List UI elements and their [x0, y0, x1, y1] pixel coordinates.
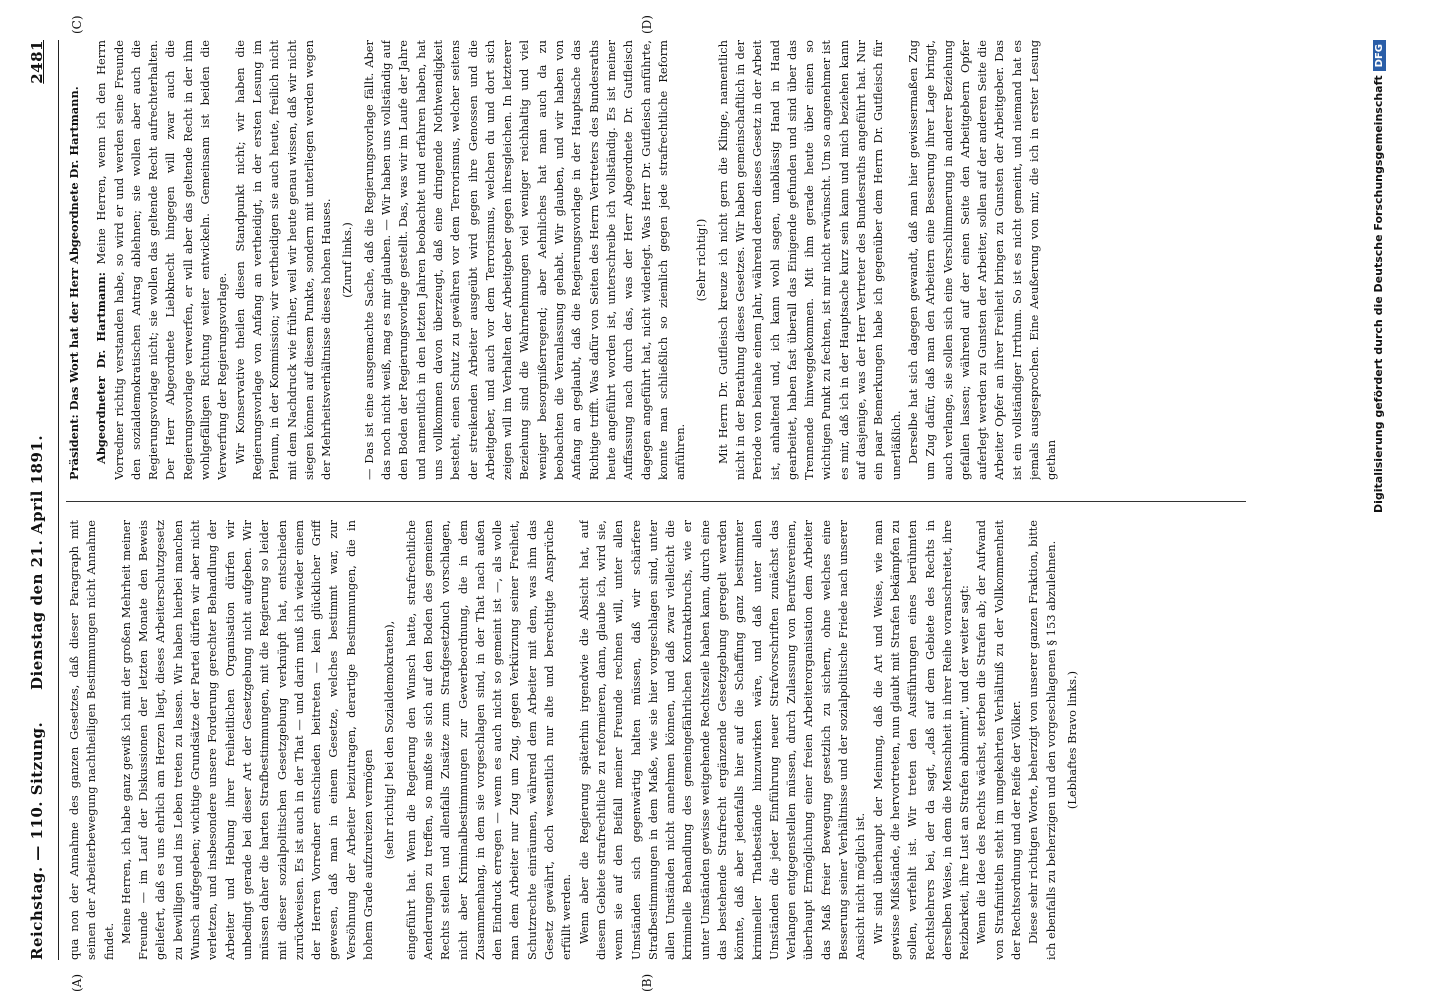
margin-marker-a: (A): [70, 973, 84, 992]
page-header: [28, 40, 56, 960]
interjection: (sehr richtig! bei den Sozialdemokraten),: [382, 620, 397, 860]
paragraph: Derselbe hat sich dagegen gewandt, daß man hier gewissermaßen Zug um Zug dafür, daß man den Arbeitern eine Besserung ihrer Lage bringt, auch verlange, sie sollen sich eine Verschlimmerung in anderer Beziehung gefallen lassen; während auf der einen Seite den Arbeitgebern Opfer auferlegt werden zu Gunsten der Arbeiter, sollen auf der anderen Seite die Arbeiter Opfer an ihrer Freiheit bringen zu Gunsten der Arbeitgeber. Das ist ein vollständiger Irrthum. So ist es nicht gemeint, und niemand hat es jemals ausgesprochen. Eine Aeußerung von mir, die ich in erster Lesung gethan: [905, 40, 1059, 480]
speaker-announcement: Präsident: Das Wort hat der Herr Abgeordnete Dr. Hartmann.: [67, 86, 81, 480]
header-session: Reichstag. — 110. Sitzung.: [28, 721, 46, 960]
paragraph: — Das ist eine ausgemachte Sache, daß die Regierungsvorlage fällt. Aber das noch nicht weiß, mag es mir glauben. — Wir haben uns vollständig auf den Boden der Regierungsvorlage gestellt. Das, was wir im Laufe der Jahre und namentlich in den letzten Jahren beobachtet und erfahren haben, hat uns vollkommen davon überzeugt, daß eine dringende Nothwendigkeit besteht, einen Schutz zu gewähren vor dem Terrorismus, welcher seitens der streikenden Arbeiter ausgeübt wird gegen ihre Genossen und die Arbeitgeber, und auch vor dem Terrorismus, welchen du und dort sich zeigen will im Verhalten der Arbeitgeber gegen ihresgleichen. In letzterer Beziehung sind die Wahrnehmungen viel weniger reichhaltig und viel weniger besorgnißerregend; aber Aehnliches hat man auch da zu beobachten die Veranlassung gehabt. Wir glauben, und wir haben von Anfang an geglaubt, daß die Regierungsvorlage in der Hauptsache das Richtige trifft. Was dafür von Seiten des Herrn Vertreters des Bundesraths heute angeführt worden ist, unterschreibe ich vollständig. Es ist meiner Auffassung nach durch das, was der Herr Abgeordnete Dr. Gutfleisch dagegen angeführt hat, nicht widerlegt. Was Herr Dr. Gutfleisch anführte, konnte man schließlich so ziemlich gegen jede strafrechtliche Reform anführen.: [361, 40, 688, 480]
dfg-logo: DFG: [1373, 40, 1386, 71]
speech-text: Meine Herren, wenn ich den Herrn Vorredner richtig verstanden habe, so wird er und werden seine Freunde den sozialdemokratischen Antrag ablehnen; sie wollen aber auch die Regierungsvorlage nicht; sie wollen das geltende Recht aufrechterhalten. Der Herr Abgeordnete Liebknecht hingegen will zwar auch die Regierungsvorlage verwerfen, er will aber das geltende Recht in der ihm wohlgefälligen Richtung weiter entwickeln. Gemeinsam ist beiden die Verwerfung der Regierungsvorlage.: [94, 40, 230, 480]
paragraph: eingeführt hat. Wenn die Regierung den Wunsch hatte, strafrechtliche Aenderungen zu treffen, so mußte sie sich auf den Boden des gemeinen Rechts stellen und allenfalls Zusätze zum Strafgesetzbuch vorschlagen, nicht aber Kriminalbestimmungen zur Gewerbeordnung, die in dem Zusammenhang, in dem sie vorgeschlagen sind, in der That nach außen den Eindruck erregen — wenn es auch nicht so gemeint ist —, als wolle man dem Arbeiter nur Zug um Zug, gegen Verkürzung seiner Freiheit, Schutzrechte einräumen, während dem Arbeiter mit dem, was ihm das Gesetz gewährt, doch wesentlich nur alte und berechtigte Ansprüche erfüllt werden.: [403, 520, 574, 960]
left-column: [66, 520, 1246, 960]
interjection: (Sehr richtig!): [694, 218, 709, 302]
speaker-paragraph: [93, 40, 231, 480]
paragraph: Wir Konservative theilen diesen Standpunkt nicht; wir haben die Regierungsvorlage von Anfang an vertheidigt, in der ersten Lesung im Plenum, in der Kommission; wir vertheidigen sie auch heute, freilich nicht mit dem Nachdruck wie früher, weil wir heute genau wissen, daß wir nicht siegen können auf diesem Punkte, sondern mit unterliegen werden wegen der Mehrheitsverhältnisse dieses hohen Hauses.: [232, 40, 334, 480]
paragraph: Wir sind überhaupt der Meinung, daß die Art und Weise, wie man gewisse Mißstände, die hervortreten, nun glaubt mit Strafen bekämpfen zu sollen, verfehlt ist. Wir treten den Ausführungen eines berühmten Rechtslehrers bei, der da sagt, „daß auf dem Gebiete des Rechts in derselben Weise, in dem die Menschheit in ihrer Reihe voranschreitet, ihre Reizbarkeit, ihre Lust an Strafen abnimmt", und der weiter sagt:: [870, 520, 972, 960]
paragraph: Diese sehr richtigen Worte, beherzigt von unserer ganzen Fraktion, bitte ich ebenfalls zu beherzigen und den vorgeschlagenen § 153 abzulehnen.: [1026, 520, 1058, 960]
header-date: Dienstag den 21. April 1891.: [28, 434, 46, 690]
digitization-credit: [1372, 40, 1386, 960]
paragraph: Meine Herren, ich habe ganz gewiß ich mit der großen Mehrheit meiner Freunde — im Lauf der Diskussionen der letzten Monate den Beweis geliefert, daß es uns ehrlich am Herzen liegt, dieses Arbeiterschutzgesetz zu bewilligen und ins Leben treten zu lassen. Wir haben hierbei manchen Wunsch aufgegeben; wichtige Grundsätze der Partei dürfen wir aber nicht verletzen, und insbesondere unsere Forderung gerechter Behandlung der Arbeiter und Hebung ihrer freiheitlichen Organisation dürfen wir unbedingt gerade bei dieser Art der Gesetzgebung nicht aufgeben. Wir müssen daher die harten Strafbestimmungen, mit die Regierung so leider mit dieser sozialpolitischen Gesetzgebung verknüpft hat, entschieden zurückweisen. Es ist auch in der That — und darin muß ich wieder einem der Herren Vorredner entschieden beitreten — kein glücklicher Griff gewesen, daß man in einem Gesetze, welches bestimmt war, zur Versöhnung der Arbeiter beizutragen, derartige Bestimmungen, die in hohem Grade aufzureizen vermögen: [118, 520, 376, 960]
interjection: (Zuruf links.): [340, 222, 355, 298]
credit-text: Digitalisierung gefördert durch die Deutsche Forschungsgemeinschaft: [1372, 75, 1385, 514]
page-number: 2481: [28, 40, 46, 84]
paragraph: Mit Herrn Dr. Gutfleisch kreuze ich nicht gern die Klinge, namentlich nicht in der Berathung dieses Gesetzes. Wir haben gemeinschaftlich in der Periode von beinahe einem Jahr, während deren dieses Gesetz in der Arbeit ist, anhaltend und, ich kann wohl sagen, unablässig Hand in Hand gearbeitet, haben fast überall das Einigende gefunden und sind über das Trennende hinweggekommen. Mit ihm gerade heute über einen so wichtigen Punkt zu fechten, ist mir nicht erwünscht. Um so angenehmer ist es mir, daß ich in der Hauptsache kurz sein kann und mich beziehen kann auf dasjenige, was der Herr Vertreter des Bundesraths angeführt hat. Nur ein paar Bemerkungen habe ich gegenüber dem Herrn Dr. Gutfleisch für unerläßlich.: [715, 40, 903, 480]
interjection: (Lebhaftes Bravo links.): [1064, 670, 1079, 810]
column-divider: [66, 501, 1246, 502]
paragraph: qua non der Annahme des ganzen Gesetzes, daß dieser Paragraph mit seinen der Arbeiterbewegung nachtheiligen Bestimmungen nicht Annahme findet.: [67, 520, 116, 960]
margin-marker-b: (B): [640, 973, 654, 992]
header-rule: [58, 40, 59, 960]
right-column: [66, 40, 1246, 480]
paragraph: Wenn aber die Regierung späterhin irgendwie die Absicht hat, auf diesem Gebiete strafrechtliche zu reformieren, dann, glaube ich, wird sie, wenn sie auf den Beifall meiner Freunde rechnen will, unter allen Umständen sich gegenwärtig halten müssen, daß wir schärfere Strafbestimmungen in dem Maße, wie sie hier vorgeschlagen sind, unter allen Umständen nicht annehmen können, und daß zwar vielleicht die kriminelle Behandlung des gemeingefährlichen Kontraktbruchs, wie er unter Umständen gewisse weitgehende Rechtszeile haben kann, durch eine das bestehende Strafrecht ergänzende Gesetzgebung geregelt werden könnte, daß aber jedenfalls hier auf die Schaffung ganz bestimmter krimineller Thatbestände hinzuwirken wäre, und daß unter allen Umständen die jeder Einführung neuer Strafvorschriften zunächst das Verlangen entgegenstellen müssen, durch Zulassung von Berufsvereinen, überhaupt Ermöglichung einer freien Arbeiterorganisation dem Arbeiter das Maß freier Bewegung gesetzlich zu sichern, ohne welches eine Besserung seiner Verhältnisse und der sozialpolitische Friede nach unserer Ansicht nicht möglich ist.: [576, 520, 868, 960]
margin-marker-d: (D): [640, 15, 654, 34]
margin-marker-c: (C): [70, 15, 84, 34]
quotation: Wenn die Idee des Rechts wächst, sterben die Strafen ab; der Aufwand von Strafmitteln steht im umgekehrten Verhältniß zu der Vollkommenheit der Rechtsordnung und der Reife der Völker.: [974, 520, 1024, 960]
speaker-name: Abgeordneter Dr. Hartmann:: [94, 272, 109, 464]
